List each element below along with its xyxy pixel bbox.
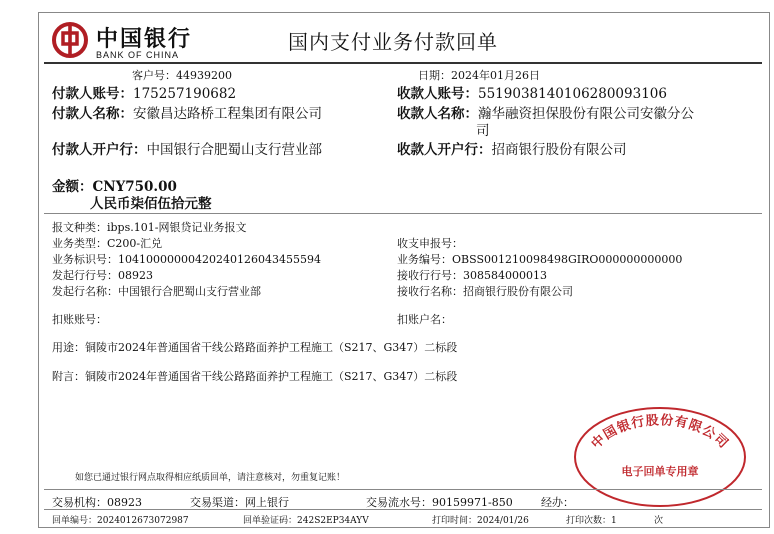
verify-value: 242S2EP34AYV bbox=[297, 516, 369, 526]
serial-value: 90159971-850 bbox=[432, 496, 513, 509]
send-bank-name-row bbox=[52, 283, 261, 299]
purpose-label: 用途： bbox=[52, 341, 85, 354]
biz-type-label: 业务类型： bbox=[52, 237, 107, 250]
payee-name-row bbox=[397, 102, 694, 122]
note-row bbox=[52, 368, 457, 384]
org-label: 交易机构： bbox=[52, 496, 107, 509]
payer-account-label: 付款人账号： bbox=[52, 86, 133, 102]
send-bank-name-label: 发起行名称： bbox=[52, 285, 118, 298]
biz-id-value: 10410000000420240126043455594 bbox=[118, 253, 321, 266]
biz-id-label: 业务标识号： bbox=[52, 253, 118, 266]
msg-type-row bbox=[52, 219, 246, 235]
note-value: 铜陵市2024年普通国省干线公路路面养护工程施工（S217、G347）二标段 bbox=[85, 370, 458, 383]
payee-bank-row bbox=[397, 138, 627, 158]
header-divider bbox=[44, 62, 762, 64]
verify-label: 回单验证码： bbox=[243, 516, 298, 526]
handler-label: 经办： bbox=[541, 496, 574, 509]
customer-no-row bbox=[132, 67, 232, 83]
bank-of-china-logo-icon bbox=[52, 22, 88, 58]
print-time-row bbox=[432, 513, 529, 526]
footer-divider-top bbox=[44, 489, 762, 490]
customer-no-value: 44939200 bbox=[176, 69, 232, 82]
duplicate-notice: 如您已通过银行网点取得相应纸质回单，请注意核对，勿重复记账！ bbox=[75, 473, 346, 483]
send-bank-name-value: 中国银行合肥蜀山支行营业部 bbox=[118, 285, 261, 298]
payee-bank-label: 收款人开户行： bbox=[397, 142, 492, 158]
payer-name-row bbox=[52, 102, 322, 122]
payer-name-value: 安徽昌达路桥工程集团有限公司 bbox=[133, 106, 322, 122]
biz-no-value: OBSS001210098498GIRO000000000000 bbox=[452, 253, 683, 266]
org-value: 08923 bbox=[107, 496, 142, 509]
msg-type-label: 报文种类： bbox=[52, 221, 107, 234]
recv-bank-no-value: 308584000013 bbox=[463, 269, 547, 282]
date-label: 日期： bbox=[418, 69, 451, 82]
biz-no-row bbox=[397, 251, 682, 267]
recv-bank-name-row bbox=[397, 283, 573, 299]
payee-account-label: 收款人账号： bbox=[397, 86, 478, 102]
print-count-unit: 次 bbox=[654, 516, 664, 526]
amount-divider bbox=[44, 213, 762, 214]
payee-bank-value: 招商银行股份有限公司 bbox=[491, 142, 627, 158]
biz-id-row bbox=[52, 251, 321, 267]
stamp-arc-text: 中国银行股份有限公司 bbox=[588, 413, 732, 453]
customer-no-label: 客户号： bbox=[132, 69, 176, 82]
receipt-no-value: 2024012673072987 bbox=[97, 516, 189, 526]
channel-value: 网上银行 bbox=[245, 496, 289, 509]
channel-label: 交易渠道： bbox=[190, 496, 245, 509]
print-time-value: 2024/01/26 bbox=[477, 516, 529, 526]
payer-account-value: 175257190682 bbox=[133, 86, 237, 102]
biz-type-value: C200-汇兑 bbox=[107, 237, 163, 250]
stamp-seal-icon bbox=[571, 405, 749, 509]
footer-divider-bottom bbox=[44, 509, 762, 510]
recv-bank-name-label: 接收行名称： bbox=[397, 285, 463, 298]
date-value: 2024年01月26日 bbox=[451, 69, 540, 82]
payee-account-row bbox=[397, 82, 667, 102]
payer-bank-row bbox=[52, 138, 322, 158]
amount-label: 金额： bbox=[52, 179, 93, 195]
receipt-apply-label: 收支申报号： bbox=[397, 237, 463, 250]
payee-name-continued: 司 bbox=[476, 123, 490, 139]
biz-type-row bbox=[52, 235, 162, 251]
amount-chinese: 人民币柒佰伍拾元整 bbox=[90, 196, 212, 212]
channel-row bbox=[190, 494, 289, 510]
serial-row bbox=[366, 494, 513, 510]
msg-type-value: ibps.101-网银贷记业务报文 bbox=[107, 221, 247, 234]
print-count-row bbox=[566, 513, 617, 526]
recv-bank-no-label: 接收行行号： bbox=[397, 269, 463, 282]
payee-account-value: 5519038140106280093106 bbox=[478, 86, 667, 102]
print-count-label: 打印次数： bbox=[566, 516, 612, 526]
receipt-no-row bbox=[52, 513, 189, 526]
bank-logo bbox=[52, 20, 192, 62]
payee-name-value: 瀚华融资担保股份有限公司安徽分公 bbox=[478, 106, 694, 122]
biz-no-label: 业务编号： bbox=[397, 253, 452, 266]
debit-name-label: 扣账户名： bbox=[397, 313, 452, 326]
send-bank-no-value: 08923 bbox=[118, 269, 153, 282]
verify-row bbox=[243, 513, 369, 526]
payer-name-label: 付款人名称： bbox=[52, 106, 133, 122]
purpose-row bbox=[52, 339, 457, 355]
receipt-no-label: 回单编号： bbox=[52, 516, 98, 526]
electronic-receipt-stamp bbox=[571, 405, 749, 509]
bank-name-cn: 中国银行 bbox=[96, 26, 193, 52]
amount-value: CNY750.00 bbox=[92, 179, 177, 195]
send-bank-no-label: 发起行行号： bbox=[52, 269, 118, 282]
purpose-value: 铜陵市2024年普通国省干线公路路面养护工程施工（S217、G347）二标段 bbox=[85, 341, 458, 354]
org-row bbox=[52, 494, 142, 510]
stamp-center-text: 电子回单专用章 bbox=[621, 465, 699, 478]
print-time-label: 打印时间： bbox=[432, 516, 478, 526]
print-count-value: 1 bbox=[611, 516, 617, 526]
payer-bank-label: 付款人开户行： bbox=[52, 142, 147, 158]
payer-bank-value: 中国银行合肥蜀山支行营业部 bbox=[146, 142, 322, 158]
serial-label: 交易流水号： bbox=[366, 496, 432, 509]
date-row bbox=[418, 67, 540, 83]
send-bank-no-row bbox=[52, 267, 153, 283]
recv-bank-no-row bbox=[397, 267, 547, 283]
recv-bank-name-value: 招商银行股份有限公司 bbox=[463, 285, 573, 298]
payee-name-label: 收款人名称： bbox=[397, 106, 478, 122]
bank-name-en: BANK OF CHINA bbox=[96, 50, 180, 60]
page-title: 国内支付业务付款回单 bbox=[288, 30, 498, 54]
note-label: 附言： bbox=[52, 370, 85, 383]
debit-account-label: 扣账账号： bbox=[52, 313, 107, 326]
payer-account-row bbox=[52, 82, 236, 102]
